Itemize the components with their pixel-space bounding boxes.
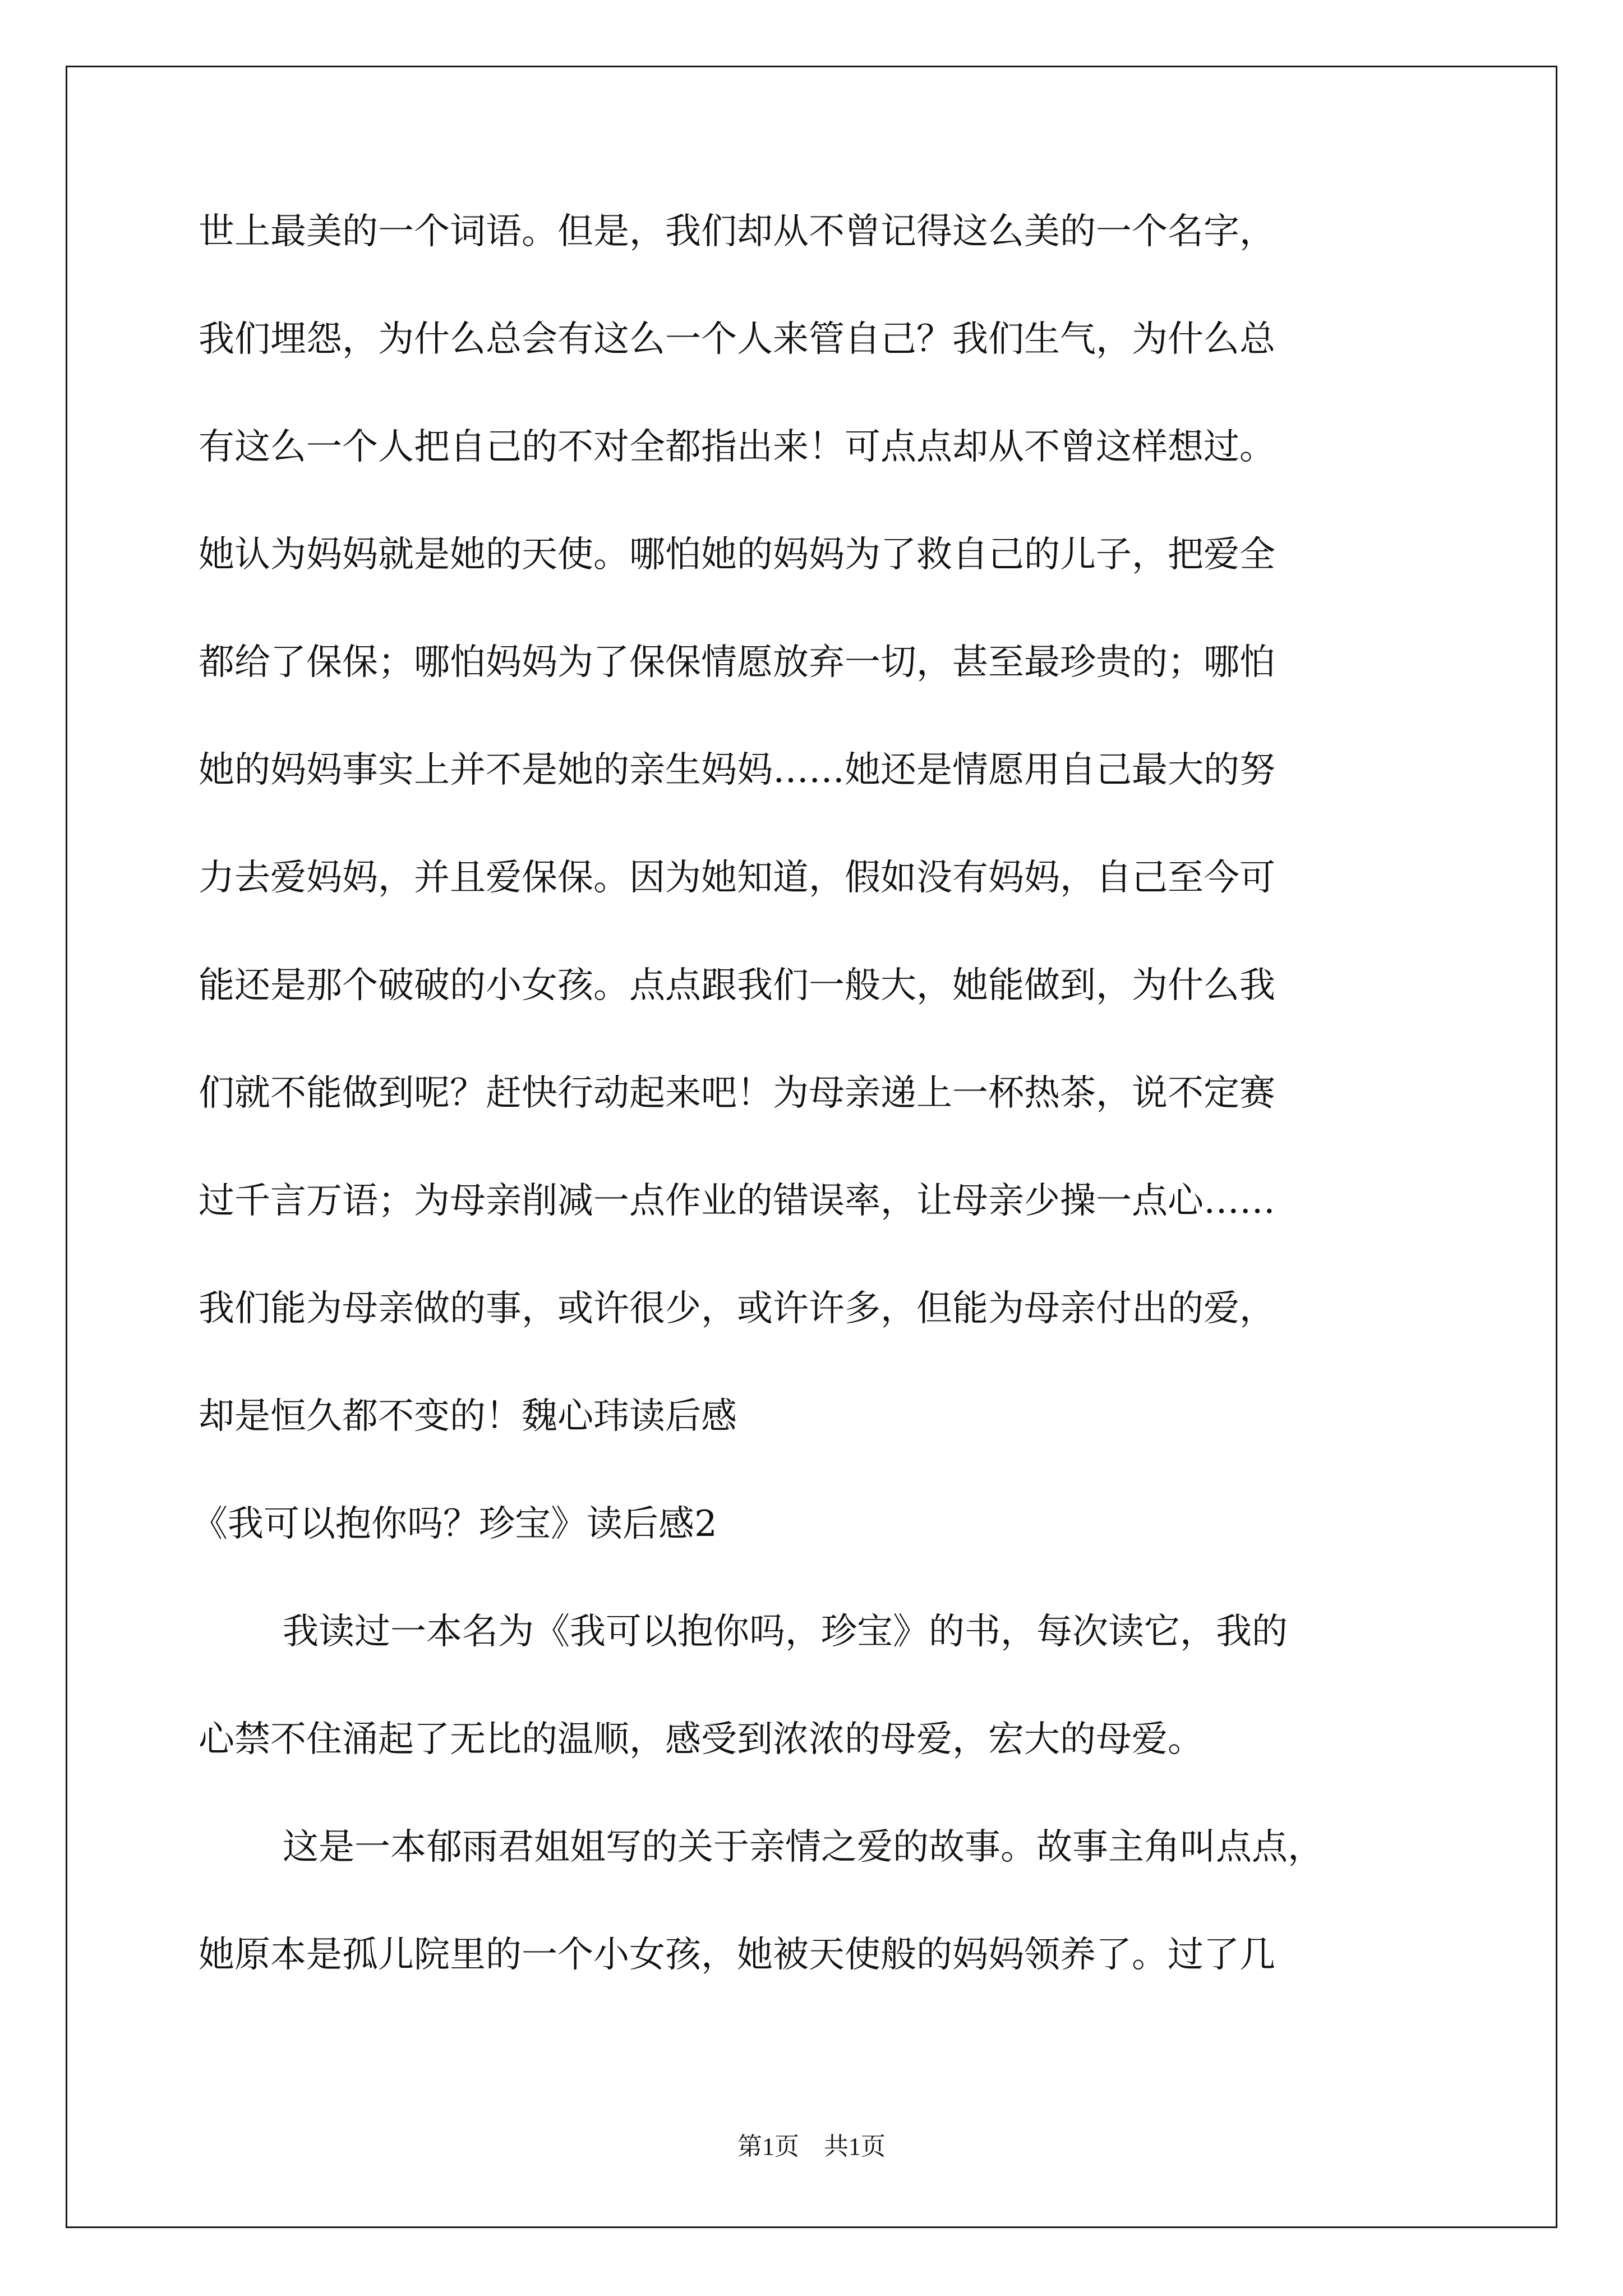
page-number-footer: 第1页 共1页 xyxy=(737,2133,886,2160)
paragraph-1 xyxy=(199,211,1432,1506)
text-line: 有这么一个人把自己的不对全都指出来！可点点却从不曾这样想过。 xyxy=(199,426,1275,468)
text-line: 力去爱妈妈，并且爱保保。因为她知道，假如没有妈妈，自己至今可 xyxy=(199,857,1275,899)
text-line: 过千言万语；为母亲削减一点作业的错误率，让母亲少操一点心…… xyxy=(199,1180,1275,1222)
text-line: 我们能为母亲做的事，或许很少，或许许多，但能为母亲付出的爱， xyxy=(199,1288,1275,1329)
text-line: 都给了保保；哪怕妈妈为了保保情愿放弃一切，甚至最珍贵的；哪怕 xyxy=(199,642,1275,683)
section-heading: 《我可以抱你吗？珍宝》读后感2 xyxy=(192,1503,717,1545)
text-line: 能还是那个破破的小女孩。点点跟我们一般大，她能做到，为什么我 xyxy=(199,965,1275,1006)
text-line: 她原本是孤儿院里的一个小女孩，她被天使般的妈妈领养了。过了几 xyxy=(199,1934,1275,1976)
text-line: 她认为妈妈就是她的天使。哪怕她的妈妈为了救自己的儿子，把爱全 xyxy=(199,534,1275,576)
text-line: 我们埋怨，为什么总会有这么一个人来管自己？我们生气，为什么总 xyxy=(199,319,1275,360)
text-line: 心禁不住涌起了无比的温顺，感受到浓浓的母爱，宏大的母爱。 xyxy=(199,1719,1204,1760)
paragraph-3 xyxy=(199,1826,1432,2045)
text-line: 她的妈妈事实上并不是她的亲生妈妈……她还是情愿用自己最大的努 xyxy=(199,749,1275,791)
text-line: 却是恒久都不变的！魏心玮读后感 xyxy=(199,1396,737,1437)
document-body xyxy=(192,211,1432,2045)
text-line: 这是一本郁雨君姐姐写的关于亲情之爱的故事。故事主角叫点点， xyxy=(283,1826,1324,1868)
text-line: 世上最美的一个词语。但是，我们却从不曾记得这么美的一个名字， xyxy=(199,211,1275,252)
text-line: 们就不能做到呢？赶快行动起来吧！为母亲递上一杯热茶，说不定赛 xyxy=(199,1073,1275,1114)
text-line: 我读过一本名为《我可以抱你吗，珍宝》的书，每次读它，我的 xyxy=(283,1611,1288,1653)
paragraph-2 xyxy=(199,1611,1432,1829)
